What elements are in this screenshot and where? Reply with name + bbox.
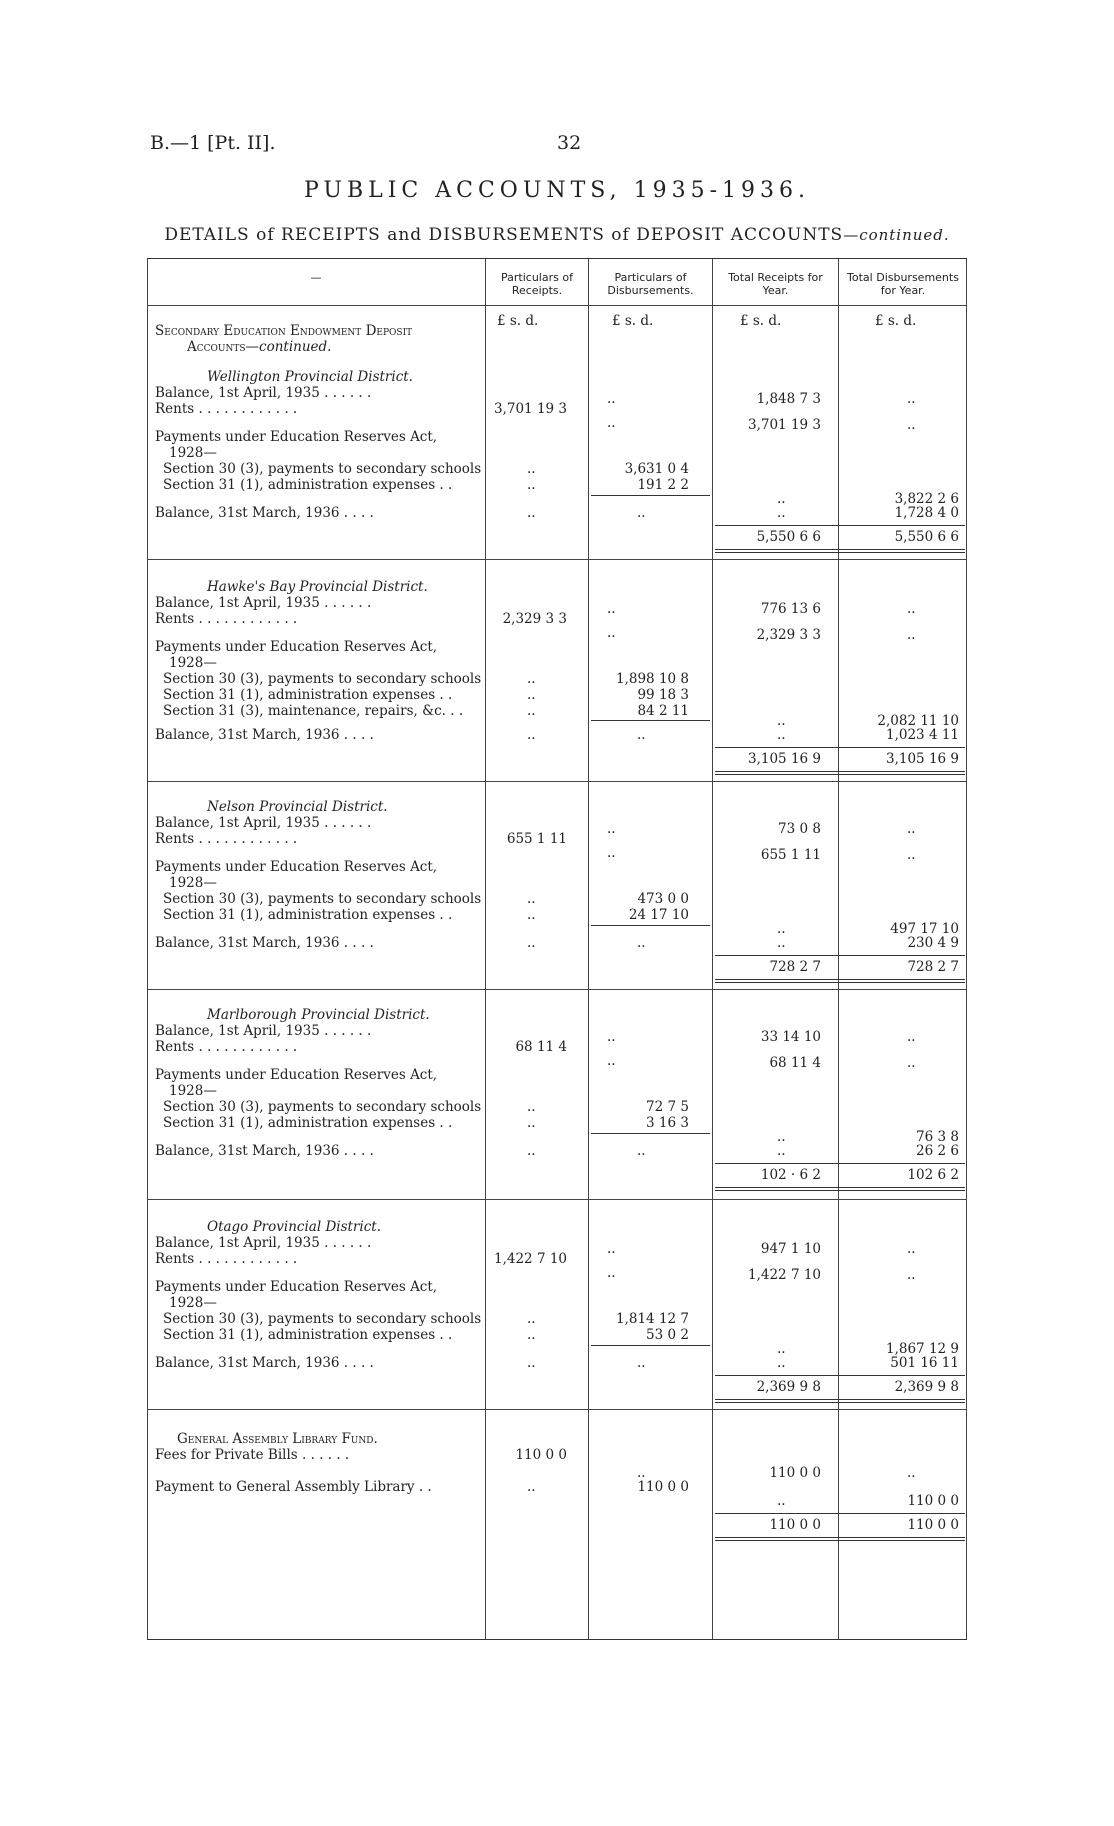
total-disbursement-value: 26 2 6 [916, 1143, 959, 1159]
total-disbursement-value: 497 17 10 [890, 921, 959, 937]
nil-marker: .. [907, 391, 916, 407]
nil-marker: .. [607, 391, 616, 407]
total-rule [715, 979, 965, 980]
nil-marker: .. [637, 1355, 646, 1371]
nil-marker: .. [527, 1311, 536, 1327]
column-header-receipts: Particulars of Receipts. [501, 271, 573, 297]
total-disbursement-value: 1,023 4 11 [886, 727, 959, 743]
row-label: Section 30 (3), payments to secondary schools [163, 891, 482, 907]
total-receipt-value: 3,701 19 3 [748, 417, 821, 433]
district-heading: Hawke's Bay Provincial District. [207, 579, 428, 595]
total-disbursements: 3,105 16 9 [886, 751, 959, 767]
row-label: Rents . . . . . . . . . . . . [155, 1251, 298, 1267]
total-rule [715, 982, 965, 983]
block-divider [147, 1199, 967, 1200]
row-label: Section 31 (3), maintenance, repairs, &c. . . [163, 703, 464, 719]
column-header-total-disbursements: Total Disbursements for Year. [847, 271, 959, 297]
nil-marker: .. [527, 505, 536, 521]
total-rule [715, 955, 965, 956]
total-disbursements: 2,369 9 8 [894, 1379, 959, 1395]
total-rule [715, 1537, 965, 1538]
disbursement-value: 3,631 0 4 [624, 461, 689, 477]
row-label: Balance, 31st March, 1936 . . . . [155, 935, 374, 951]
row-label: 1928— [169, 875, 217, 891]
subtotal-rule [591, 495, 710, 496]
nil-marker: .. [907, 417, 916, 433]
total-disbursements: 110 0 0 [907, 1517, 959, 1533]
nil-marker: .. [527, 935, 536, 951]
total-receipts: 102 · 6 2 [760, 1167, 821, 1183]
nil-marker: .. [607, 1053, 616, 1069]
total-disbursement-value: 501 16 11 [890, 1355, 959, 1371]
row-label: Payments under Education Reserves Act, [155, 1279, 438, 1295]
total-rule [715, 552, 965, 553]
disbursement-value: 1,814 12 7 [616, 1311, 689, 1327]
receipt-value: 2,329 3 3 [502, 611, 567, 627]
subtitle-continued: —continued. [843, 226, 950, 244]
nil-marker: .. [527, 727, 536, 743]
row-label: Payments under Education Reserves Act, [155, 1067, 438, 1083]
nil-marker: .. [907, 847, 916, 863]
total-rule [715, 1187, 965, 1188]
receipt-value: 68 11 4 [515, 1039, 567, 1055]
total-rule [715, 1190, 965, 1191]
total-receipt-value: 73 0 8 [778, 821, 821, 837]
section-title: Secondary Education Endowment Deposit [155, 323, 413, 339]
row-label: Section 31 (1), administration expenses . . [163, 1327, 453, 1343]
disbursement-value: 110 0 0 [637, 1479, 689, 1495]
total-receipt-value: 947 1 10 [760, 1241, 821, 1257]
district-heading: Wellington Provincial District. [207, 369, 413, 385]
total-receipt-value: 776 13 6 [760, 601, 821, 617]
nil-marker: .. [527, 1355, 536, 1371]
total-disbursement-value: 76 3 8 [916, 1129, 959, 1145]
block-divider [147, 989, 967, 990]
column-rule [712, 259, 713, 1639]
row-label: Payments under Education Reserves Act, [155, 639, 438, 655]
block-divider [147, 559, 967, 560]
nil-marker: .. [777, 921, 786, 937]
nil-marker: .. [527, 477, 536, 493]
nil-marker: .. [907, 601, 916, 617]
row-label: Balance, 31st March, 1936 . . . . [155, 1355, 374, 1371]
row-label: Balance, 1st April, 1935 . . . . . . [155, 815, 372, 831]
nil-marker: .. [527, 703, 536, 719]
nil-marker: .. [637, 1143, 646, 1159]
subtotal-rule [591, 1133, 710, 1134]
disbursement-value: 3 16 3 [646, 1115, 689, 1131]
nil-marker: .. [637, 935, 646, 951]
nil-marker: .. [777, 1341, 786, 1357]
total-receipts: 110 0 0 [769, 1517, 821, 1533]
disbursement-value: 53 0 2 [646, 1327, 689, 1343]
nil-marker: .. [777, 727, 786, 743]
nil-marker: .. [607, 821, 616, 837]
row-label: Section 31 (1), administration expenses . . [163, 687, 453, 703]
total-rule [715, 525, 965, 526]
total-receipt-value: 110 0 0 [769, 1465, 821, 1481]
row-label: Section 30 (3), payments to secondary schools [163, 1311, 482, 1327]
total-disbursement-value: 110 0 0 [907, 1493, 959, 1509]
currency-unit: £ s. d. [497, 313, 539, 329]
row-label: Rents . . . . . . . . . . . . [155, 401, 298, 417]
total-disbursements: 5,550 6 6 [894, 529, 959, 545]
nil-marker: .. [777, 1493, 786, 1509]
district-heading: Otago Provincial District. [207, 1219, 381, 1235]
page-title: PUBLIC ACCOUNTS, 1935-1936. [304, 178, 810, 203]
total-rule [715, 774, 965, 775]
total-receipts: 5,550 6 6 [756, 529, 821, 545]
row-label: Payment to General Assembly Library . . [155, 1479, 432, 1495]
row-label: 1928— [169, 445, 217, 461]
subtitle-text: DETAILS of RECEIPTS and DISBURSEMENTS of DEPOSIT ACCOUNTS [164, 225, 844, 245]
disbursement-value: 1,898 10 8 [616, 671, 689, 687]
receipt-value: 1,422 7 10 [494, 1251, 567, 1267]
total-receipt-value: 33 14 10 [760, 1029, 821, 1045]
disbursement-value: 72 7 5 [646, 1099, 689, 1115]
currency-unit: £ s. d. [612, 313, 654, 329]
row-label: Payments under Education Reserves Act, [155, 859, 438, 875]
nil-marker: .. [637, 727, 646, 743]
row-label: 1928— [169, 655, 217, 671]
receipt-value: 110 0 0 [515, 1447, 567, 1463]
column-rule [147, 259, 148, 1639]
nil-marker: .. [907, 1029, 916, 1045]
row-label: Rents . . . . . . . . . . . . [155, 1039, 298, 1055]
nil-marker: .. [637, 1465, 646, 1481]
total-rule [715, 549, 965, 550]
page-number: 32 [557, 132, 582, 154]
block-divider [147, 781, 967, 782]
total-rule [715, 1375, 965, 1376]
row-label: 1928— [169, 1295, 217, 1311]
subtotal-rule [591, 1345, 710, 1346]
nil-marker: .. [907, 1267, 916, 1283]
row-label: Section 31 (1), administration expenses . . [163, 907, 453, 923]
total-rule [715, 1513, 965, 1514]
total-rule [715, 747, 965, 748]
nil-marker: .. [527, 907, 536, 923]
total-receipts: 728 2 7 [769, 959, 821, 975]
row-label: Section 30 (3), payments to secondary schools [163, 671, 482, 687]
currency-unit: £ s. d. [875, 313, 917, 329]
fund-heading: General Assembly Library Fund. [177, 1431, 378, 1447]
nil-marker: .. [777, 505, 786, 521]
row-label: Section 30 (3), payments to secondary schools [163, 1099, 482, 1115]
total-disbursement-value: 1,728 4 0 [894, 505, 959, 521]
nil-marker: .. [607, 845, 616, 861]
nil-marker: .. [637, 505, 646, 521]
disbursement-value: 473 0 0 [637, 891, 689, 907]
nil-marker: .. [607, 415, 616, 431]
column-header-disbursements: Particulars of Disbursements. [607, 271, 694, 297]
total-receipt-value: 1,848 7 3 [756, 391, 821, 407]
nil-marker: .. [607, 1265, 616, 1281]
nil-marker: .. [527, 1099, 536, 1115]
receipt-value: 655 1 11 [506, 831, 567, 847]
subtotal-rule [591, 720, 710, 721]
nil-marker: .. [907, 1241, 916, 1257]
nil-marker: .. [527, 1479, 536, 1495]
district-heading: Nelson Provincial District. [207, 799, 388, 815]
row-label: Rents . . . . . . . . . . . . [155, 611, 298, 627]
nil-marker: .. [607, 1029, 616, 1045]
nil-marker: .. [527, 461, 536, 477]
row-label: Fees for Private Bills . . . . . . [155, 1447, 350, 1463]
row-label: Section 31 (1), administration expenses . . [163, 1115, 453, 1131]
total-rule [715, 1540, 965, 1541]
nil-marker: .. [777, 1143, 786, 1159]
row-label: 1928— [169, 1083, 217, 1099]
nil-marker: .. [527, 1115, 536, 1131]
row-label: Section 31 (1), administration expenses . . [163, 477, 453, 493]
row-label: Balance, 1st April, 1935 . . . . . . [155, 1235, 372, 1251]
row-label: Balance, 1st April, 1935 . . . . . . [155, 1023, 372, 1039]
nil-marker: .. [527, 1327, 536, 1343]
section-title-continued: continued. [259, 339, 332, 355]
nil-marker: .. [527, 891, 536, 907]
total-disbursement-value: 2,082 11 10 [877, 713, 959, 729]
nil-marker: .. [527, 1143, 536, 1159]
total-receipt-value: 68 11 4 [769, 1055, 821, 1071]
ledger-table [147, 258, 967, 1640]
nil-marker: .. [607, 625, 616, 641]
total-receipts: 3,105 16 9 [748, 751, 821, 767]
row-label: Balance, 31st March, 1936 . . . . [155, 727, 374, 743]
section-title-accounts: Accounts— [187, 339, 260, 355]
disbursement-value: 84 2 11 [637, 703, 689, 719]
page-reference: B.—1 [Pt. II]. [150, 132, 276, 154]
column-rule [588, 259, 589, 1639]
column-header-description: — [310, 271, 322, 284]
total-rule [715, 1402, 965, 1403]
total-disbursement-value: 3,822 2 6 [894, 491, 959, 507]
nil-marker: .. [527, 671, 536, 687]
nil-marker: .. [607, 1241, 616, 1257]
total-disbursements: 102 6 2 [907, 1167, 959, 1183]
disbursement-value: 24 17 10 [628, 907, 689, 923]
total-receipt-value: 2,329 3 3 [756, 627, 821, 643]
nil-marker: .. [777, 1355, 786, 1371]
total-rule [715, 1163, 965, 1164]
nil-marker: .. [607, 601, 616, 617]
nil-marker: .. [777, 935, 786, 951]
district-heading: Marlborough Provincial District. [207, 1007, 430, 1023]
row-label: Balance, 1st April, 1935 . . . . . . [155, 385, 372, 401]
nil-marker: .. [907, 627, 916, 643]
nil-marker: .. [777, 713, 786, 729]
row-label: Rents . . . . . . . . . . . . [155, 831, 298, 847]
nil-marker: .. [907, 821, 916, 837]
row-label: Balance, 31st March, 1936 . . . . [155, 505, 374, 521]
total-receipt-value: 655 1 11 [760, 847, 821, 863]
column-header-total-receipts: Total Receipts for Year. [728, 271, 823, 297]
receipt-value: 3,701 19 3 [494, 401, 567, 417]
nil-marker: .. [527, 687, 536, 703]
total-receipts: 2,369 9 8 [756, 1379, 821, 1395]
row-label: Balance, 1st April, 1935 . . . . . . [155, 595, 372, 611]
nil-marker: .. [907, 1055, 916, 1071]
header-rule [147, 305, 967, 306]
column-rule [966, 259, 967, 1639]
row-label: Section 30 (3), payments to secondary schools [163, 461, 482, 477]
subtotal-rule [591, 925, 710, 926]
disbursement-value: 99 18 3 [637, 687, 689, 703]
total-rule [715, 1399, 965, 1400]
nil-marker: .. [777, 491, 786, 507]
page-subtitle [0, 225, 1114, 245]
block-divider [147, 1409, 967, 1410]
row-label: Payments under Education Reserves Act, [155, 429, 438, 445]
total-receipt-value: 1,422 7 10 [748, 1267, 821, 1283]
total-disbursements: 728 2 7 [907, 959, 959, 975]
currency-unit: £ s. d. [740, 313, 782, 329]
row-label: Balance, 31st March, 1936 . . . . [155, 1143, 374, 1159]
disbursement-value: 191 2 2 [637, 477, 689, 493]
total-disbursement-value: 1,867 12 9 [886, 1341, 959, 1357]
nil-marker: .. [777, 1129, 786, 1145]
section-title-line2 [187, 339, 331, 355]
column-rule [838, 259, 839, 1639]
nil-marker: .. [907, 1465, 916, 1481]
total-rule [715, 771, 965, 772]
total-disbursement-value: 230 4 9 [907, 935, 959, 951]
column-rule [485, 259, 486, 1639]
